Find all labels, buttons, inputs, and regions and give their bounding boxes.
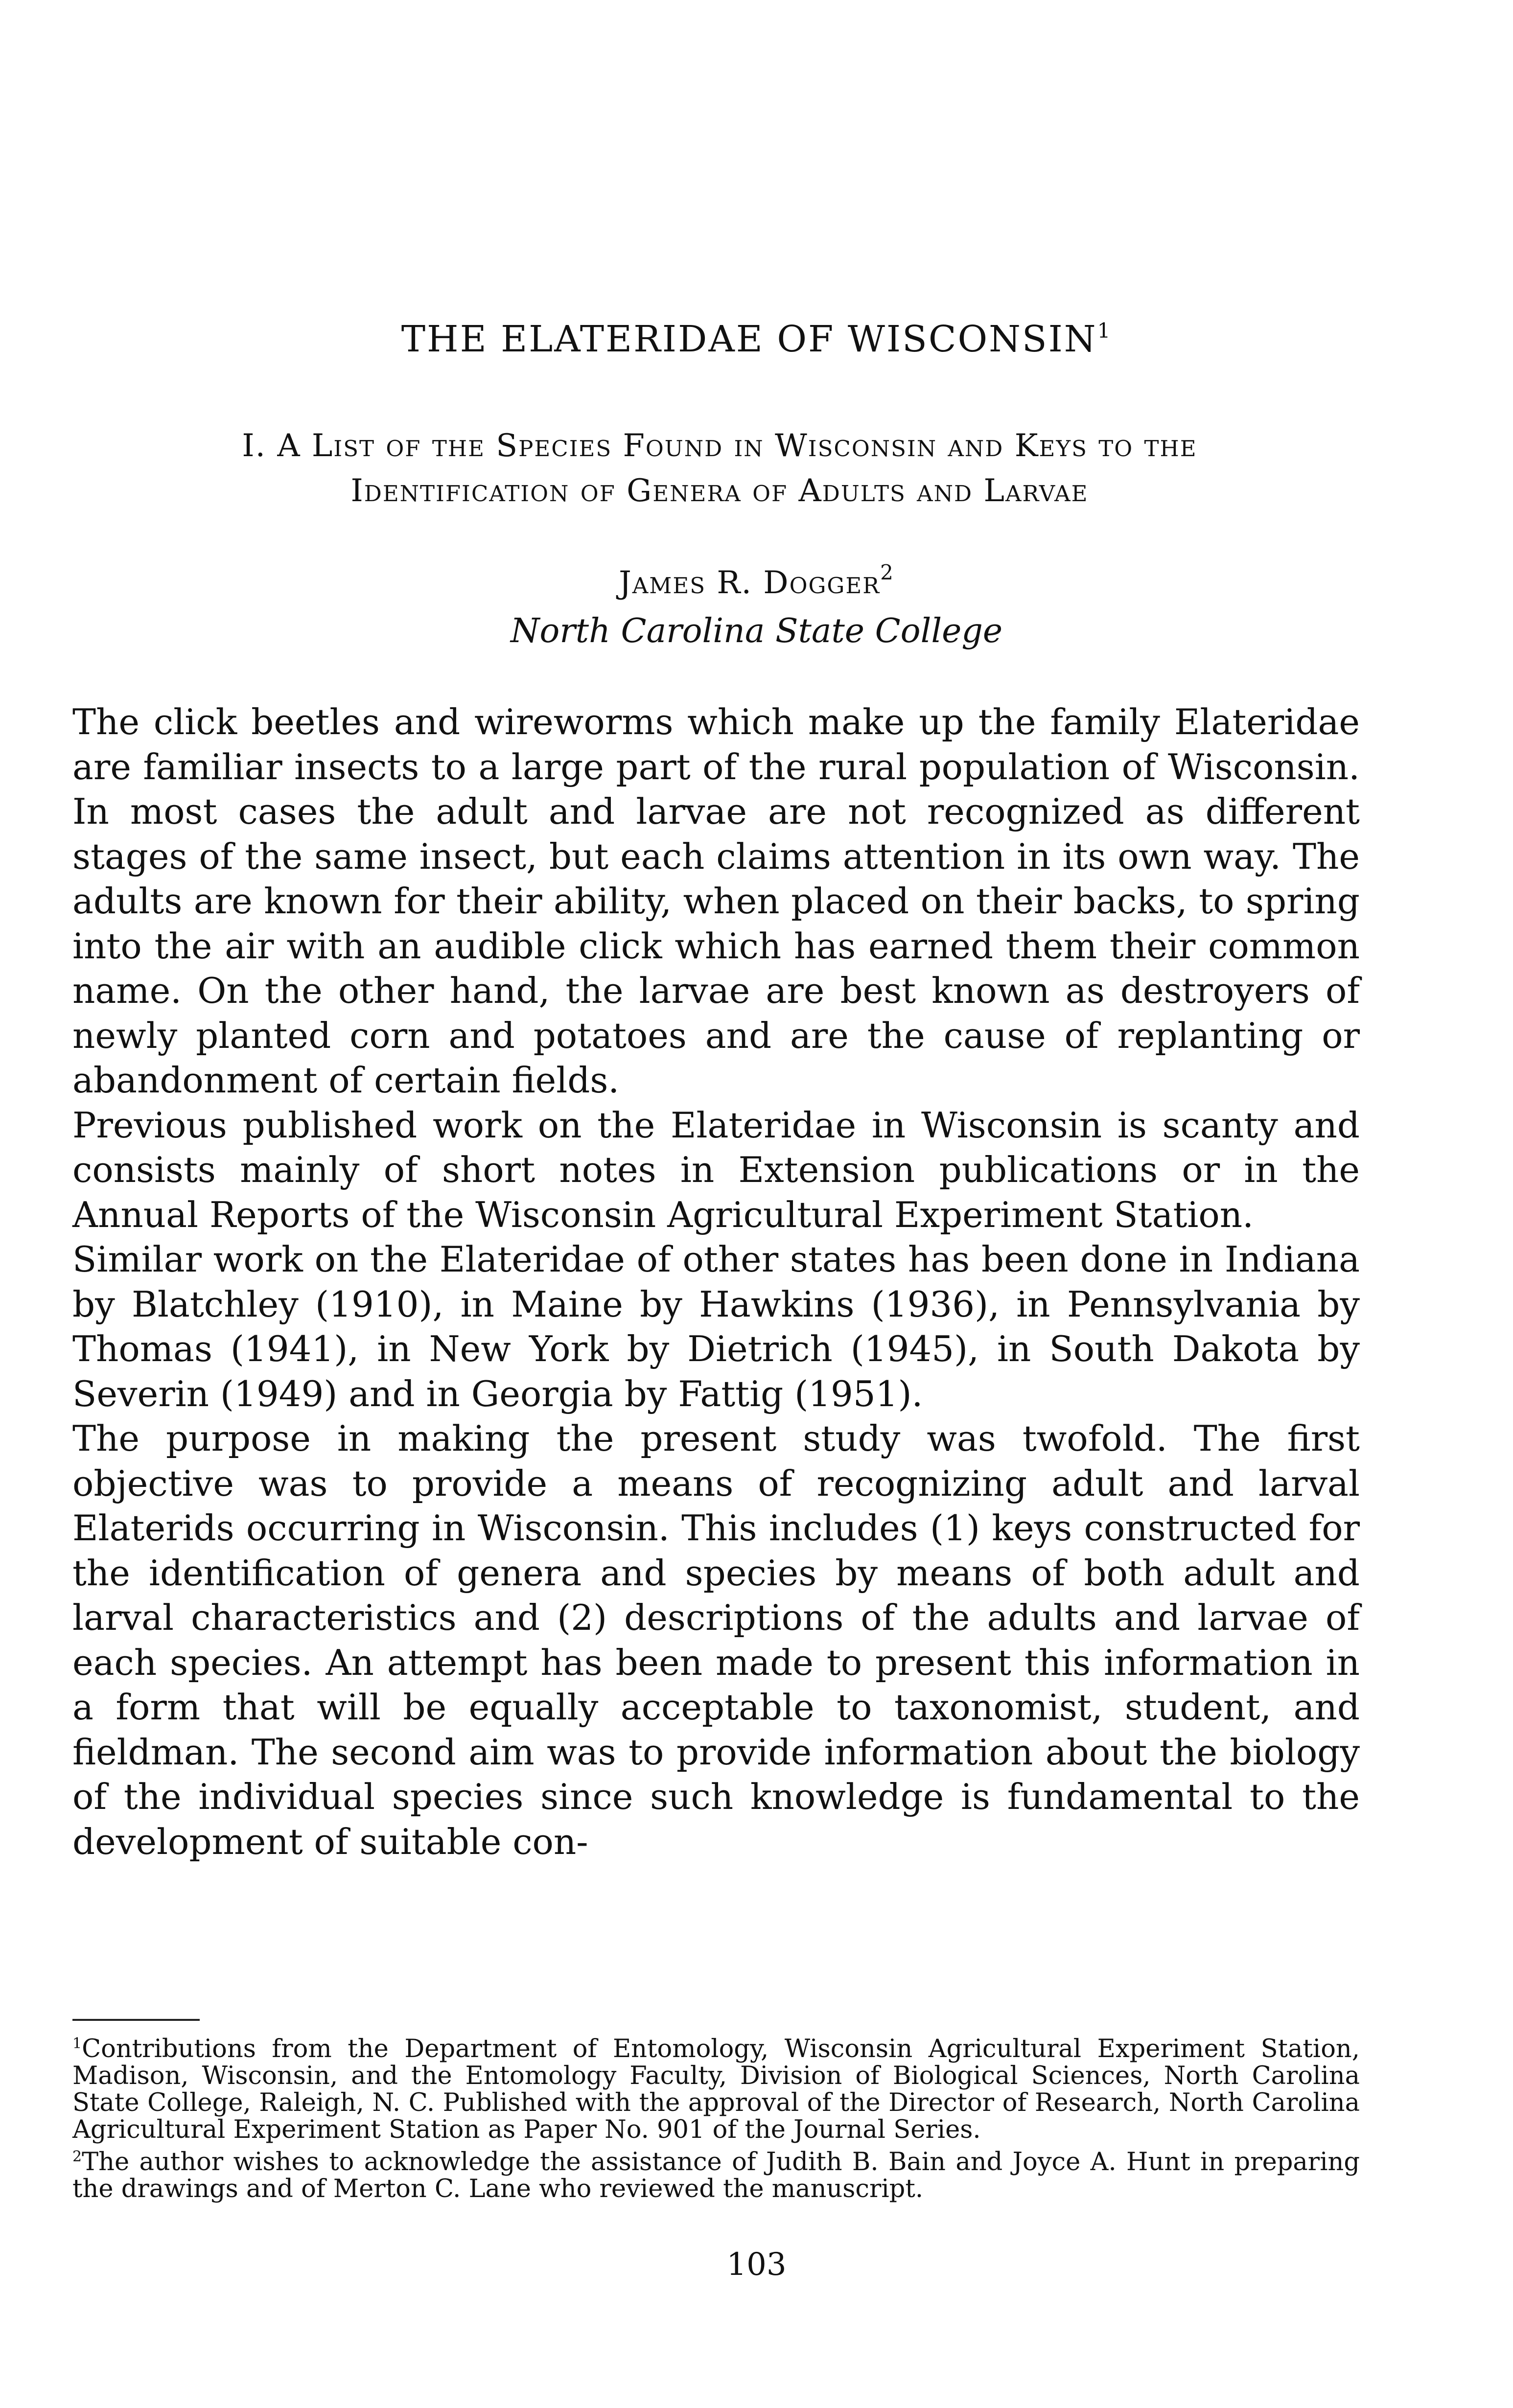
subtitle-line-1: I. A List of the Species Found in Wisconsin and Keys to the [242,428,1197,464]
footnote-divider [72,2019,200,2021]
title-footnote-mark: 1 [1097,319,1112,343]
footnotes [72,2030,1360,2202]
body-text [72,700,1360,1864]
paragraph: The click beetles and wireworms which make up the family Elateridae are familiar insects to a large part of the rural population of Wisconsin. In most cases the adult and larvae are not recognized as different stages of the same insect, but each claims attention in its own way. The adults are known for their ability, when placed on their backs, to spring into the air with an audible click which has earned them their common name. On the other hand, the larvae are best known as destroyers of newly planted corn and potatoes and are the cause of replanting or abandonment of certain fields. [72,701,1360,1101]
author-name [0,560,1513,601]
author-text: James R. Dogger [619,565,881,601]
footnote-text: The author wishes to acknowledge the assistance of Judith B. Bain and Joyce A. Hunt in preparing the drawings and of Merton C. Lane who reviewed the manuscript. [72,2148,1360,2203]
article-title [0,318,1513,360]
footnote-2 [72,2143,1360,2202]
paragraph: Previous published work on the Elateridae in Wisconsin is scanty and consists mainly of short notes in Extension publications or in the Annual Reports of the Wisconsin Agricultural Experiment Station. [72,1104,1360,1235]
page-number: 103 [726,2246,787,2283]
title-text: THE ELATERIDAE OF WISCONSIN [401,318,1097,360]
subtitle-line-2: Identification of Genera of Adults and Larvae [350,473,1089,509]
paragraph: Similar work on the Elateridae of other states has been done in Indiana by Blatchley (1910), in Maine by Hawkins (1936), in Pennsylvania by Thomas (1941), in New York by Dietrich (1945), in South Dakota by Severin (1949) and in Georgia by Fattig (1951). [72,1239,1360,1414]
author-affiliation: North Carolina State College [510,612,1003,650]
footnote-text: Contributions from the Department of Entomology, Wisconsin Agricultural Experiment Station, Madison, Wisconsin, and the Entomology Faculty, Division of Biological Sciences, North Carolina State College, Raleigh, N. C. Published with the approval of the Director of Research, North Carolina Agricultural Experiment Station as Paper No. 901 of the Journal Series. [72,2035,1360,2144]
footnote-1 [72,2030,1360,2143]
footnote-mark: 1 [72,2035,82,2052]
article-subtitle [73,423,1366,513]
author-footnote-mark: 2 [880,560,894,584]
paragraph: The purpose in making the present study was twofold. The first objective was to provide a means of recognizing adult and larval Elaterids occurring in Wisconsin. This includes (1) keys constructed for the identification of genera and species by means of both adult and larval characteristics and (2) descriptions of the adults and larvae of each species. An attempt has been made to present this information in a form that will be equally acceptable to taxonomist, student, and fieldman. The second aim was to provide information about the biology of the individual species since such knowledge is fundamental to the development of suitable con- [72,1418,1360,1862]
footnote-mark: 2 [72,2148,82,2165]
